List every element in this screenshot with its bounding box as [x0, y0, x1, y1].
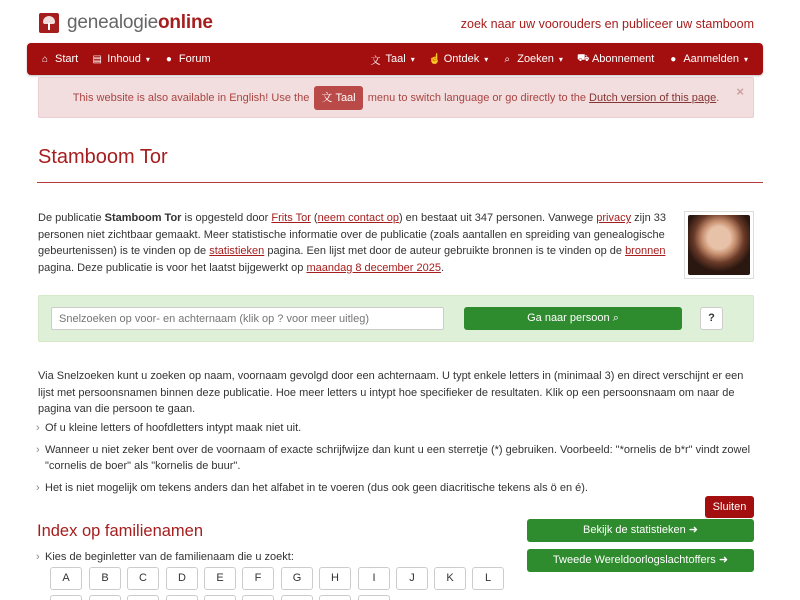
contact-link[interactable]: neem contact op [317, 212, 399, 224]
letter-button-c[interactable]: C [127, 567, 159, 590]
nav-zoeken[interactable] [495, 43, 570, 75]
letter-button-partial[interactable] [89, 595, 121, 600]
arrow-circle-right-icon: ➜ [718, 554, 729, 566]
nav-abonnement[interactable] [570, 43, 661, 75]
author-avatar[interactable] [684, 211, 754, 279]
letter-button-h[interactable]: H [319, 567, 351, 590]
surname-index-title: Index op familienamen [37, 522, 204, 540]
letter-button-b[interactable]: B [89, 567, 121, 590]
letter-button-k[interactable]: K [434, 567, 466, 590]
language-icon: 文 [370, 55, 381, 67]
letter-button-partial[interactable] [358, 595, 390, 600]
comments-icon: ● [165, 53, 172, 65]
publication-intro: De publicatie Stamboom Tor is opgesteld door Frits Tor (neem contact op) en bestaat uit 347 personen. Vanwege privacy zijn 33 personen niet zichtbaar gemaakt. Meer statistische informatie over de publicatie (zoals aantallen en spreiding van genealogische gebeurtenissen) is te vinden op de statistieken pagina. Een lijst met door de auteur gebruikte bronnen is te vinden op de bronnen pagina. Deze publicatie is voor het laatst bijgewerkt op maandag 8 december 2025. [38, 212, 666, 274]
nav-taal-label: Taal [385, 53, 406, 65]
letters-instruction: › Kies de beginletter van de familienaam die u zoekt: [36, 551, 294, 563]
nav-ontdek[interactable] [422, 43, 495, 75]
nav-start[interactable] [33, 43, 85, 75]
chevron-down-icon: ▾ [484, 54, 489, 64]
chevron-down-icon: ▾ [558, 54, 563, 64]
main-navbar [27, 43, 763, 75]
nav-left [33, 43, 218, 75]
list-item: › Wanneer u niet zeker bent over de voornaam of exacte schrijfwijze dan kunt u een sterretje (*) gebruiken. Voorbeeld: "*ornelis de b*r" vindt zowel "cornelis de boer" als "kornelis de buur". [36, 442, 760, 474]
list-item: › Of u kleine letters of hoofdletters intypt maak niet uit. [36, 420, 760, 436]
letter-button-a[interactable]: A [50, 567, 82, 590]
chevron-down-icon: ▾ [145, 54, 150, 64]
alert-message: This website is also available in English! Use the 文 Taal menu to switch language or go directly to the Dutch version of this page. [39, 86, 753, 110]
home-icon: ⌂ [41, 53, 49, 65]
alert-taal-button[interactable]: 文 Taal [314, 86, 362, 110]
letter-button-i[interactable]: I [358, 567, 390, 590]
letter-button-j[interactable]: J [396, 567, 428, 590]
publication-name: Stamboom Tor [104, 212, 182, 224]
letter-button-partial[interactable] [50, 595, 82, 600]
letter-button-partial[interactable] [166, 595, 198, 600]
tree-logo-icon [39, 13, 59, 33]
thumbs-up-icon: ☝ [428, 53, 442, 65]
book-icon: ▤ [92, 53, 102, 65]
language-icon: 文 [321, 92, 333, 105]
ww2-victims-button[interactable]: Tweede Wereldoorlogslachtoffers ➜ [527, 549, 754, 572]
letter-button-d[interactable]: D [166, 567, 198, 590]
chevron-down-icon: ▾ [743, 54, 748, 64]
letter-button-partial[interactable] [204, 595, 236, 600]
nav-inhoud-label: Inhoud [107, 53, 141, 65]
close-button[interactable]: Sluiten [705, 496, 754, 518]
dutch-version-link[interactable]: Dutch version of this page [589, 92, 717, 104]
site-logo[interactable] [39, 12, 213, 34]
arrow-circle-right-icon: ➜ [688, 524, 698, 536]
quick-search-input[interactable] [51, 307, 444, 330]
site-header [0, 0, 800, 44]
author-link[interactable]: Frits Tor [271, 212, 311, 224]
nav-inhoud[interactable] [85, 43, 157, 75]
search-icon: ⌕ [612, 312, 619, 324]
chevron-down-icon: ▾ [410, 54, 415, 64]
close-icon[interactable]: × [736, 84, 744, 99]
nav-right [364, 43, 755, 75]
search-tips [36, 420, 760, 502]
nav-aanmelden[interactable] [661, 43, 755, 75]
user-icon: ● [670, 53, 677, 65]
letter-button-l[interactable]: L [472, 567, 504, 590]
language-alert [38, 77, 754, 118]
privacy-link[interactable]: privacy [596, 212, 632, 224]
statistics-link[interactable]: statistieken [209, 245, 265, 257]
help-button[interactable]: ? [700, 307, 723, 330]
nav-start-label: Start [55, 53, 79, 65]
nav-zoeken-label: Zoeken [517, 53, 554, 65]
logo-text: genealogieonline [67, 12, 213, 33]
nav-forum[interactable] [157, 43, 218, 75]
letter-button-g[interactable]: G [281, 567, 313, 590]
nav-forum-label: Forum [178, 53, 211, 65]
sources-link[interactable]: bronnen [625, 245, 666, 257]
list-item: › Het is niet mogelijk om tekens anders dan het alfabet in te voeren (dus ook geen diacritische tekens als ö en é). [36, 480, 760, 496]
quick-search-panel [38, 295, 754, 342]
letter-button-f[interactable]: F [242, 567, 274, 590]
last-updated-link[interactable]: maandag 8 december 2025 [306, 261, 441, 274]
letter-button-partial[interactable] [281, 595, 313, 600]
nav-aanmelden-label: Aanmelden [683, 53, 739, 65]
letter-button-partial[interactable] [319, 595, 351, 600]
search-description: Via Snelzoeken kunt u zoeken op naam, voornaam gevolgd door een achternaam. U typt enkele letters in (minimaal 3) en direct verschijnt er een lijst met persoonsnamen binnen deze publicatie. Hoe meer letters u intypt hoe specifieker de resultaten. Klik op een persoonsnaam om naar de pagina van die persoon te gaan. [38, 370, 744, 415]
site-tagline: zoek naar uw voorouders en publiceer uw stamboom [460, 17, 754, 31]
nav-ontdek-label: Ontdek [443, 53, 480, 65]
title-divider [37, 182, 763, 183]
go-to-person-button[interactable]: Ga naar persoon ⌕ [464, 307, 682, 330]
letter-button-partial[interactable] [127, 595, 159, 600]
letter-button-partial[interactable] [242, 595, 274, 600]
nav-taal[interactable] [364, 43, 422, 75]
nav-abonnement-label: Abonnement [591, 53, 655, 65]
cart-icon: ⛟ [576, 52, 590, 64]
letter-button-e[interactable]: E [204, 567, 236, 590]
search-icon: ⌕ [504, 53, 511, 65]
view-statistics-button[interactable]: Bekijk de statistieken ➜ [527, 519, 754, 542]
author-photo [688, 215, 750, 275]
page-title: Stamboom Tor [38, 146, 168, 168]
